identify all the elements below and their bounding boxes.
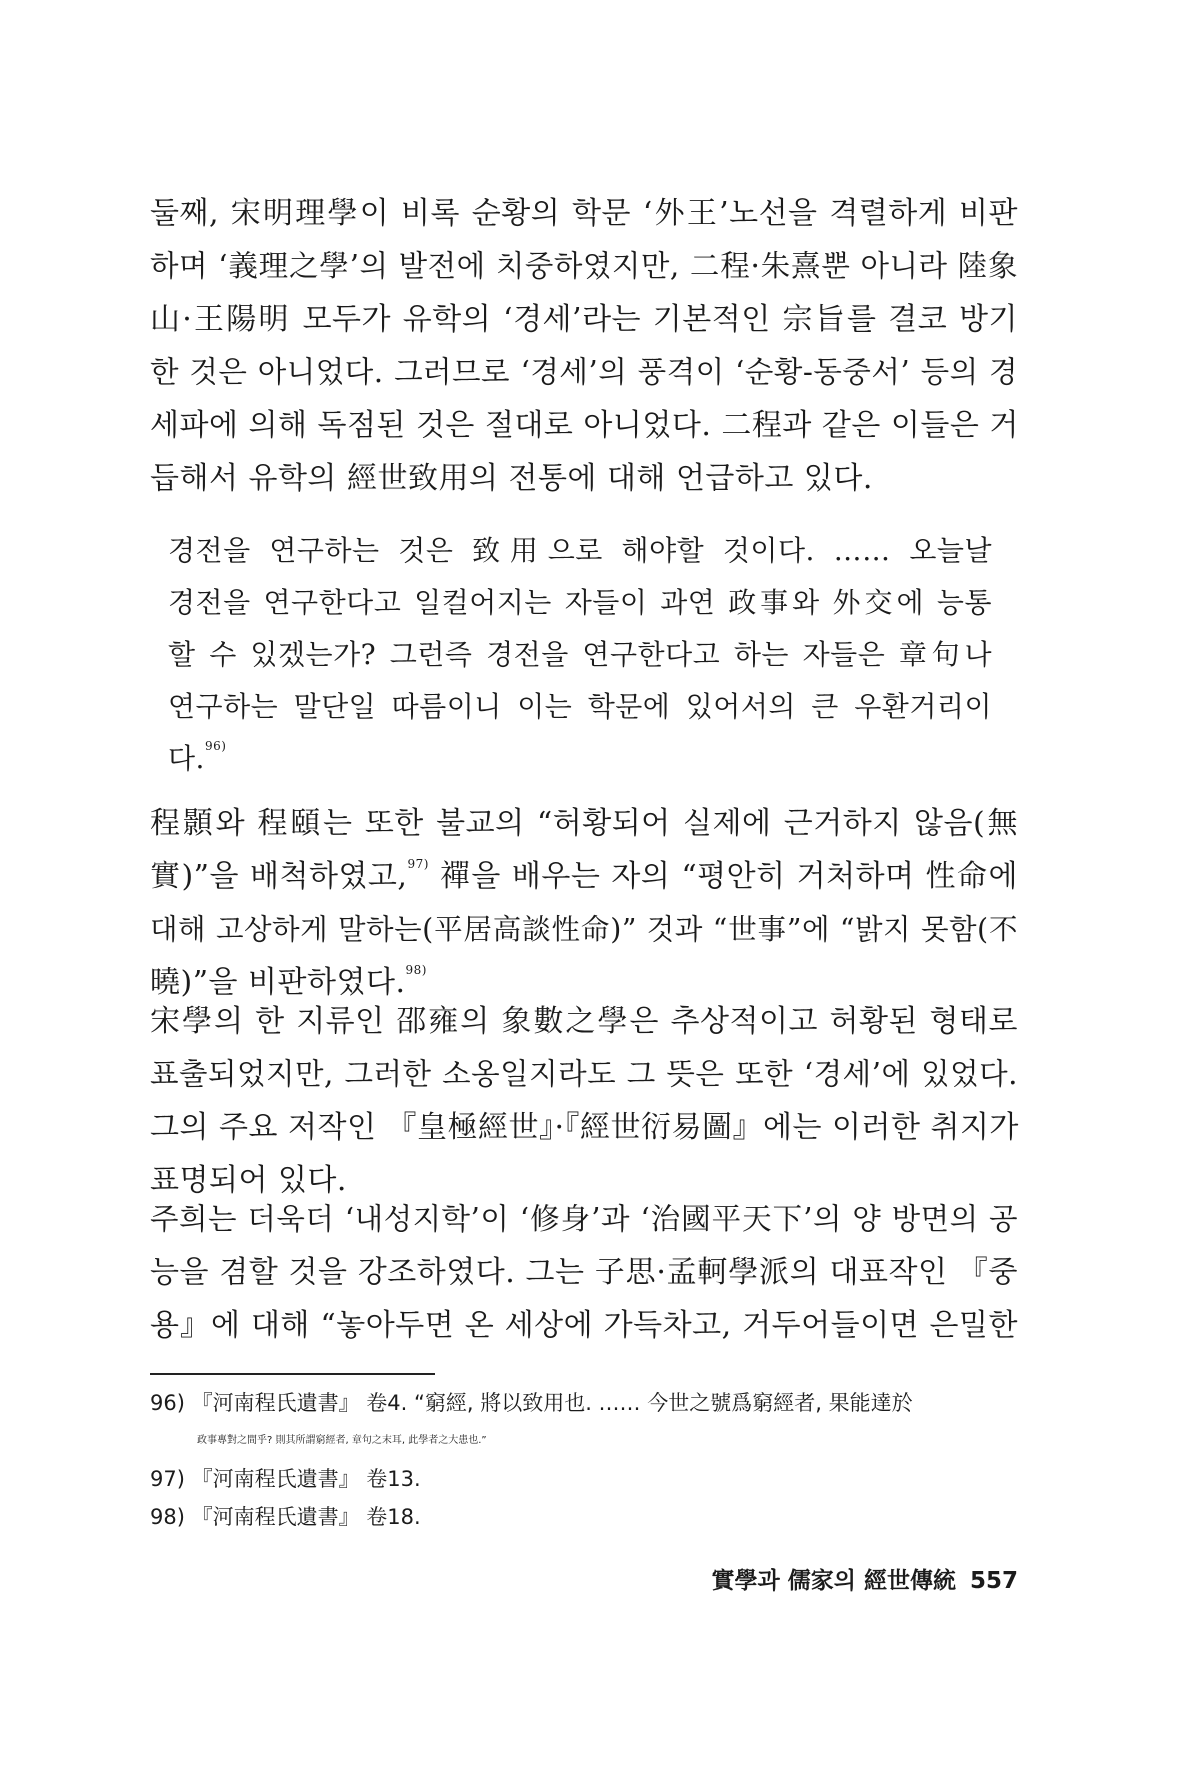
quote-line: 연구하는 말단일 따름이니 이는 학문에 있어서의 큰 우환거리이 [168,690,992,723]
footnote-ref-98: 98) [405,963,427,977]
text-line: 능을 겸할 것을 강조하였다. 그는 子思·孟軻學派의 대표작인 『중 [150,1255,1018,1290]
quote-line [168,733,992,785]
text-line: 그의 주요 저작인 『皇極經世』·『經世衍易圖』에는 이러한 취지가 [150,1110,1019,1145]
paragraph-4 [150,1193,1018,1352]
text-line: 듭해서 유학의 經世致用의 전통에 대해 언급하고 있다. [150,461,873,496]
running-title: 實學과 儒家의 經世傳統 [711,1568,956,1594]
footnote-97: 97) 『河南程氏遺書』 卷13. [150,1467,421,1491]
footnotes [150,1384,1018,1536]
footnote-96: 96) 『河南程氏遺書』 卷4. “窮經, 將以致用也. …… 今世之號爲窮經者, 果能達於 [150,1391,913,1415]
text-line: 세파에 의해 독점된 것은 절대로 아니었다. 二程과 같은 이들은 거 [150,408,1019,443]
quote-line: 할 수 있겠는가? 그런즉 경전을 연구한다고 하는 자들은 章句나 [168,638,992,671]
text-line: 표명되어 있다. [150,1163,347,1198]
text-line: 宋學의 한 지류인 邵雍의 象數之學은 추상적이고 허황된 형태로 [150,1004,1018,1039]
footnote-96-continued: 政事專對之間乎? 則其所謂窮經者, 章句之末耳, 此學者之大患也.” [197,1435,487,1446]
text-line [150,850,1018,903]
footnote-divider [150,1373,435,1375]
page-number: 557 [969,1568,1018,1594]
paragraph-3 [150,995,1018,1207]
running-footer [640,1562,1018,1595]
paragraph-2 [150,797,1018,1009]
text-line: 둘째, 宋明理學이 비록 순황의 학문 ‘外王’노선을 격렬하게 비판 [150,196,1018,231]
footnote-98: 98) 『河南程氏遺書』 卷18. [150,1505,421,1529]
text-line: 표출되었지만, 그러한 소옹일지라도 그 뜻은 또한 ‘경세’에 있었다. [150,1057,1018,1091]
text-line: 주희는 더욱더 ‘내성지학’이 ‘修身’과 ‘治國平天下’의 양 방면의 공 [150,1202,1018,1236]
paragraph-1 [150,187,1018,505]
text-line: 하며 ‘義理之學’의 발전에 치중하였지만, 二程·朱熹뿐 아니라 陸象 [150,249,1018,283]
block-quote [168,525,992,785]
text-line: 대해 고상하게 말하는(平居高談性命)” 것과 “世事”에 “밝지 못함(不 [150,913,1018,946]
quote-line: 경전을 연구한다고 일컬어지는 자들이 과연 政事와 外交에 능통 [168,586,992,619]
text-line: 程顥와 程頤는 또한 불교의 “허황되어 실제에 근거하지 않음(無 [150,806,1018,841]
footnote-ref-97: 97) [407,857,429,871]
text-segment: 實)”을 배척하였고, [150,859,408,894]
text-line: 山·王陽明 모두가 유학의 ‘경세’라는 기본적인 宗旨를 결코 방기 [150,302,1018,337]
text-segment: 禪을 배우는 자의 “평안히 거처하며 性命에 [428,859,1018,894]
quote-line-text: 다. [168,742,205,775]
quote-line: 경전을 연구하는 것은 致用으로 해야할 것이다. …… 오늘날 [168,534,992,567]
footnote-ref-96: 96) [204,739,227,753]
text-segment: 曉)”을 비판하였다. [150,965,406,1000]
text-line: 용』에 대해 “놓아두면 온 세상에 가득차고, 거두어들이면 은밀한 [150,1308,1018,1343]
text-line: 한 것은 아니었다. 그러므로 ‘경세’의 풍격이 ‘순황-동중서’ 등의 경 [150,355,1018,389]
